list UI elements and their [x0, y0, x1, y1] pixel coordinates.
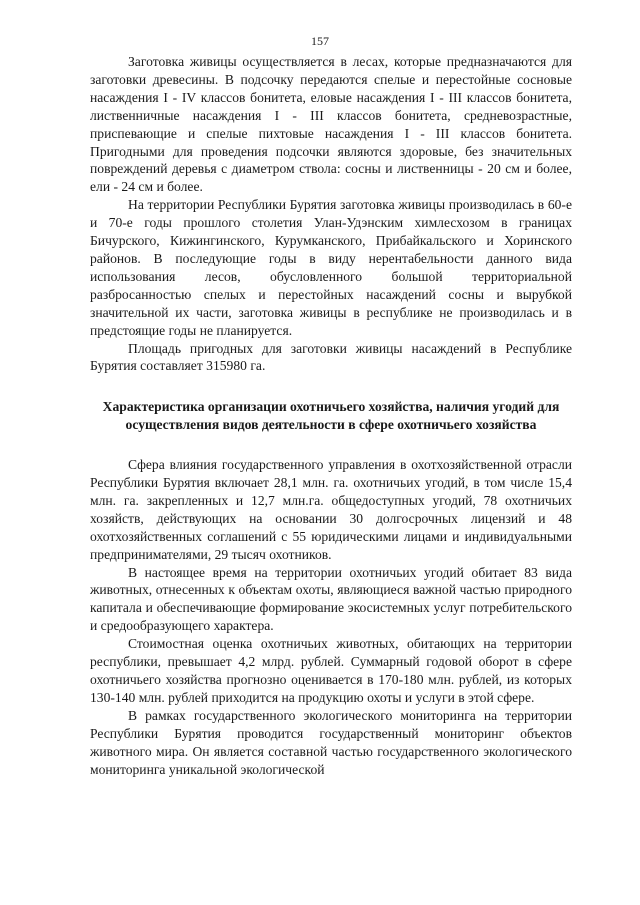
paragraph-resin-area: Площадь пригодных для заготовки живицы насаждений в Республике Бурятия составляет 315980 га. [90, 340, 572, 374]
paragraph-hunting-monitoring: В рамках государственного экологического мониторинга на территории Республики Бурятия проводится государственный мониторинг объектов животного мира. Он является составной частью государственного экологического мониторинга уникальной экологической [90, 707, 572, 777]
page-number: 157 [311, 34, 329, 48]
document-body [90, 53, 572, 778]
paragraph-hunting-sphere: Сфера влияния государственного управления в охотхозяйственной отрасли Республики Бурятия включает 28,1 млн. га. охотничьих угодий, в том числе 15,4 млн. га. закрепленных и 12,7 млн.га. общедоступных угодий, 78 охотничьих хозяйств, действующих на основании 30 долгосрочных лицензий и 48 охотхозяйственных соглашений с 55 юридическими лицами и индивидуальными предпринимателями, 29 тысяч охотников. [90, 457, 572, 562]
paragraph-resin-harvesting: Заготовка живицы осуществляется в лесах, которые предназначаются для заготовки древесины. В подсочку передаются спелые и перестойные сосновые насаждения I - IV классов бонитета, еловые насаждения I - III классов бонитета, лиственничные насаждения I - III классов бонитета, средневозрастные, приспевающие и спелые пихтовые насаждения I - III классов бонитета. Пригодными для проведения подсочки являются здоровые, без значительных повреждений деревья с диаметром ствола: сосны и лиственницы - 20 см и более, ели - 24 см и более. [90, 54, 572, 195]
paragraph-hunting-value: Стоимостная оценка охотничьих животных, обитающих на территории республики, превышает 4,2 млрд. рублей. Суммарный годовой оборот в сфере охотничьего хозяйства прогнозно оценивается в 170-180 млн. рублей, из которых 130-140 млн. рублей приходится на продукцию охоты и услуги в этой сфере. [90, 636, 572, 705]
paragraph-hunting-species: В настоящее время на территории охотничьих угодий обитает 83 вида животных, отнесенных к объектам охоты, являющиеся важной частью природного капитала и обеспечивающие формирование экосистемных услуг потребительского и средообразующего характера. [90, 564, 572, 634]
paragraph-resin-history: На территории Республики Бурятия заготовка живицы производилась в 60-е и 70-е годы прошлого столетия Улан-Удэнским химлесхозом в границах Бичурского, Кижингинского, Курумканского, Прибайкальского и Хоринского районов. В последующие годы в виду нерентабельности данного вида использования лесов, обусловленного большой территориальной разбросанностью спелых и перестойных насаждений сосны и вырубкой значительной их части, заготовка живицы в республике не производилась и в предстоящие годы не планируется. [90, 197, 572, 338]
section-heading: Характеристика организации охотничьего хозяйства, наличия угодий для осуществления видов деятельности в сфере охотничьего хозяйства [102, 399, 560, 433]
